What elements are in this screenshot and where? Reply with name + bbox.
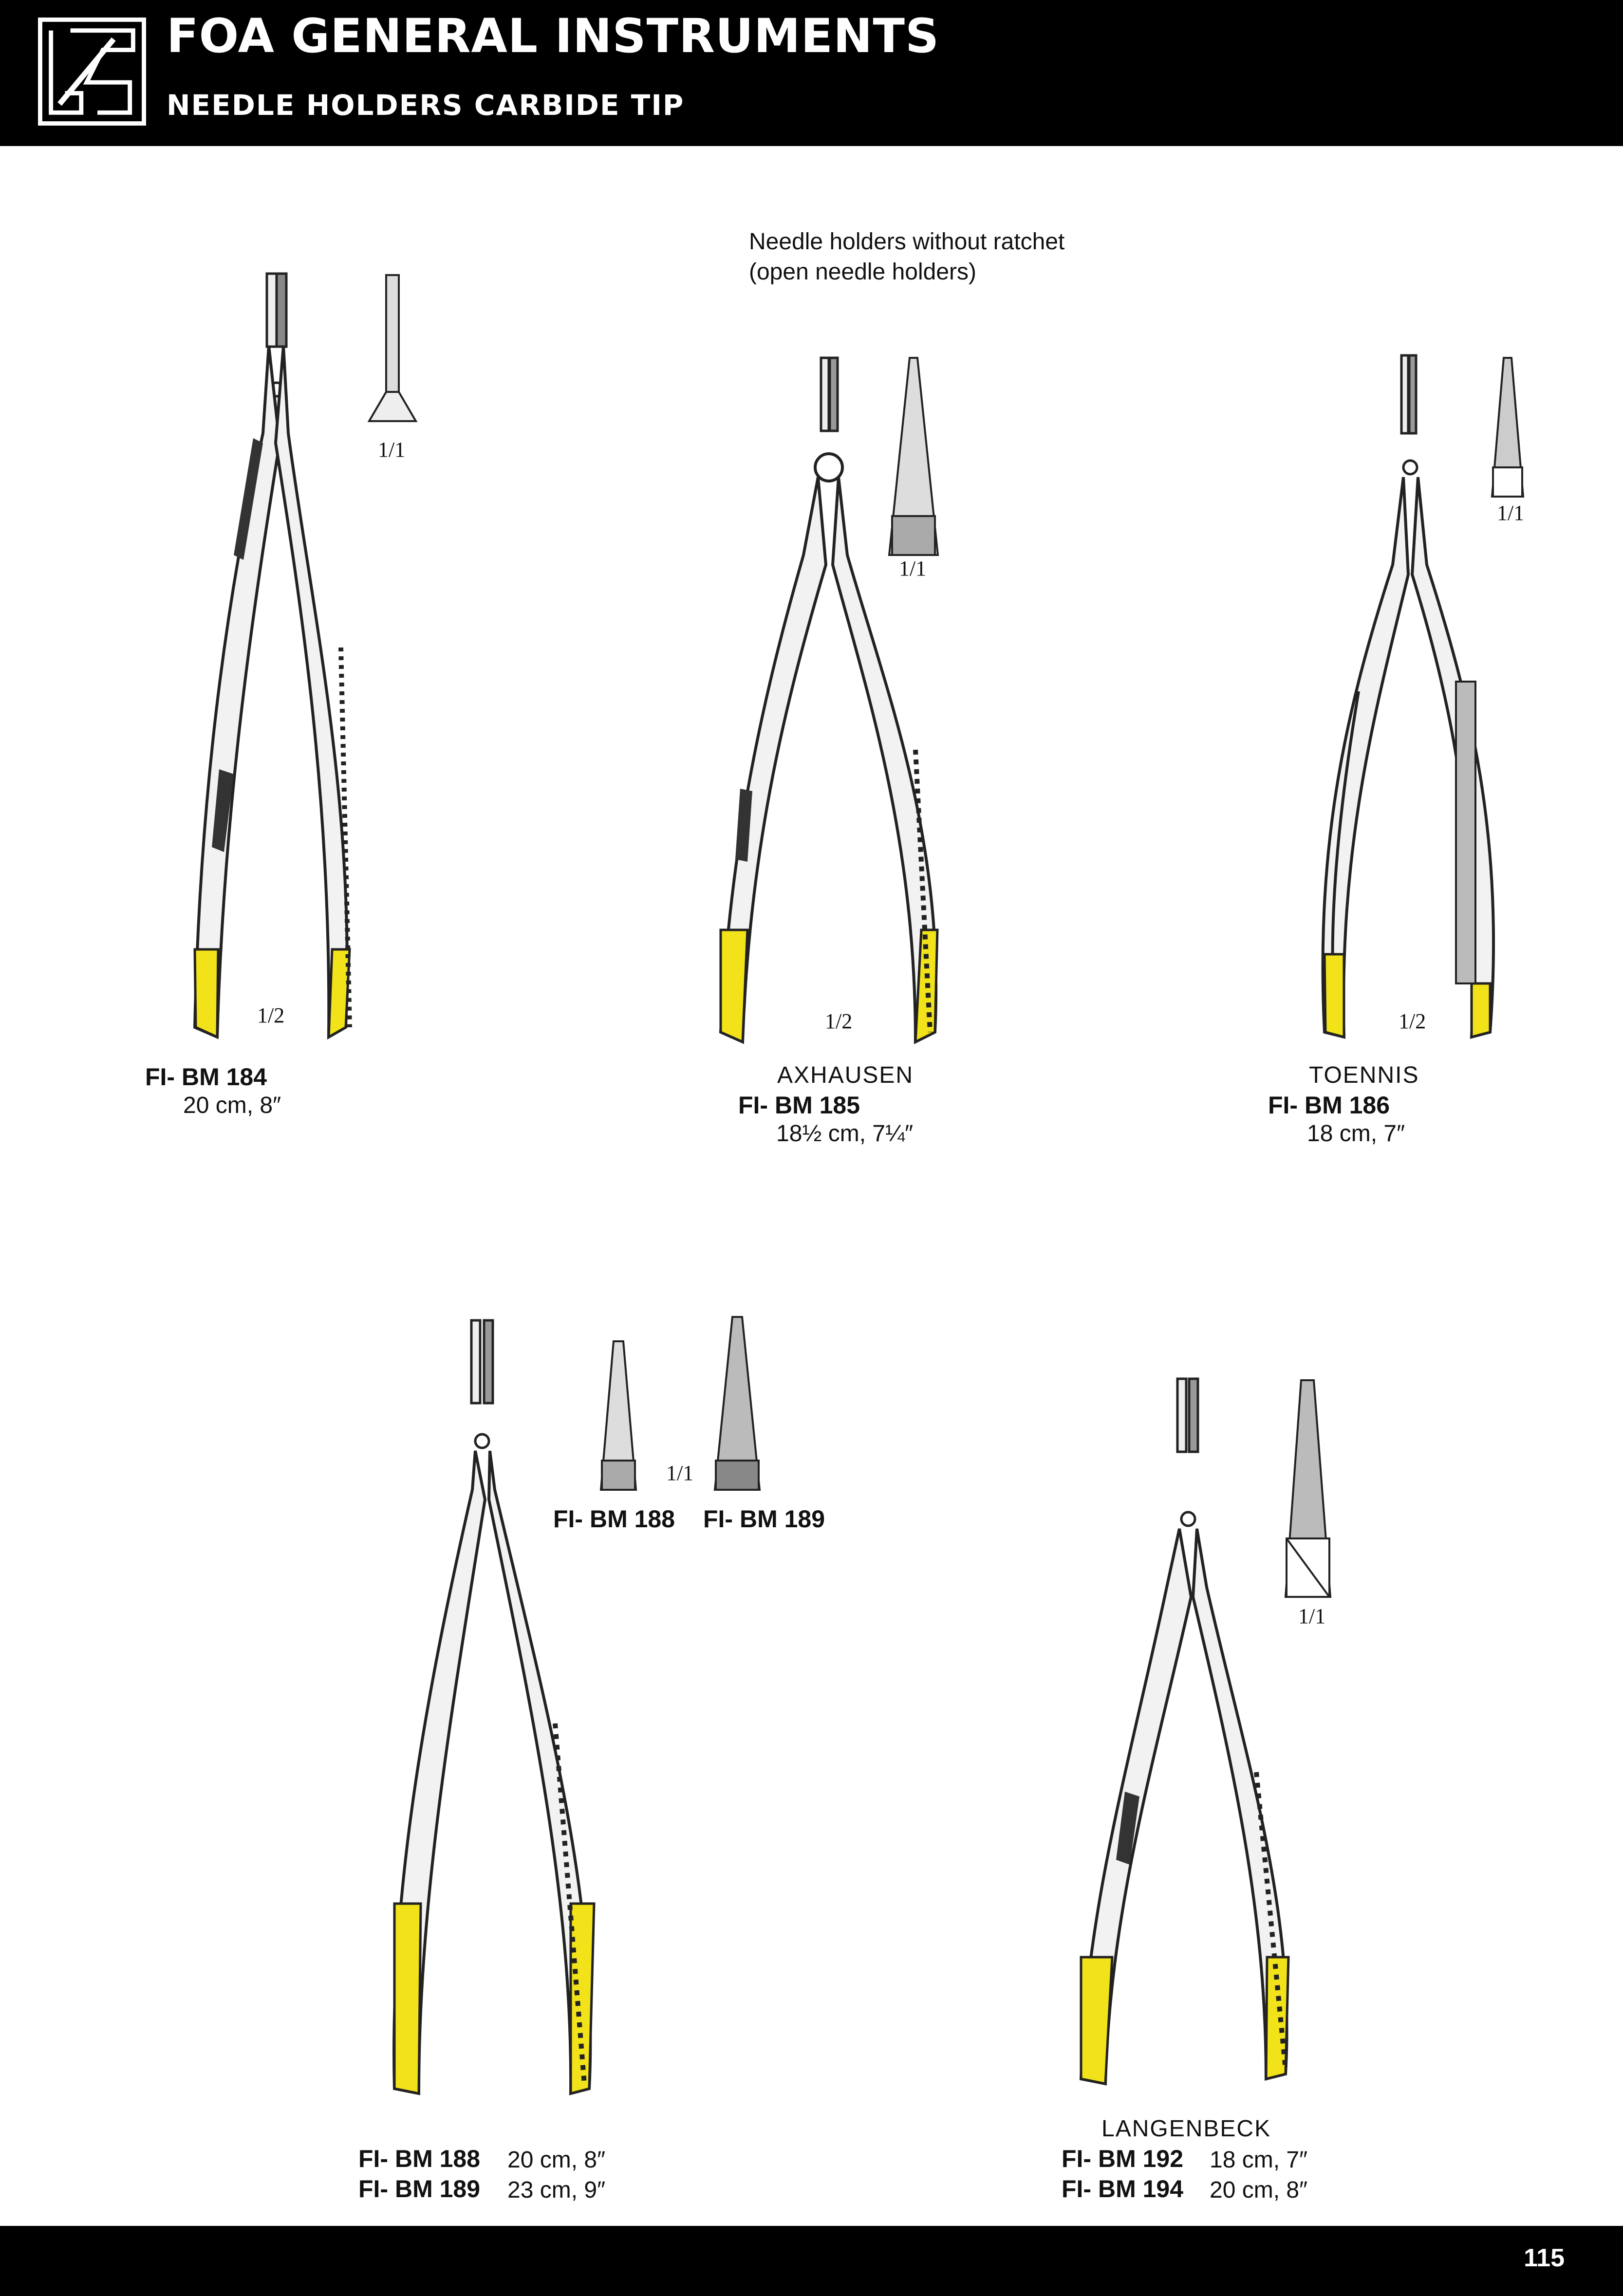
jaw-detail-illustration <box>884 355 943 560</box>
product-code: FI- BM 192 <box>1062 2145 1184 2172</box>
product-size: 18½ cm, 7¼″ <box>776 1121 914 1147</box>
jaw-detail-illustration <box>713 1315 762 1495</box>
needle-holder-illustration <box>380 1315 614 2103</box>
tip-code-label-b: FI- BM 189 <box>703 1505 825 1533</box>
needle-holder-illustration <box>1071 1373 1315 2093</box>
product-size-2: 23 cm, 9″ <box>507 2177 606 2203</box>
note-line-2: (open needle holders) <box>749 259 976 285</box>
jaw-detail-illustration <box>365 273 419 433</box>
product-size: 20 cm, 8″ <box>183 1092 281 1118</box>
brand-title: FOA GENERAL INSTRUMENTS <box>167 9 940 63</box>
needle-holder-illustration <box>1295 351 1519 1052</box>
note-line-1: Needle holders without ratchet <box>749 229 1065 255</box>
product-size: 18 cm, 7″ <box>1307 1121 1405 1147</box>
product-code-2: FI- BM 194 <box>1062 2175 1184 2203</box>
product-code: FI- BM 186 <box>1268 1092 1390 1119</box>
product-code-2: FI- BM 189 <box>358 2175 481 2203</box>
product-code: FI- BM 184 <box>145 1063 267 1091</box>
tip-scale-label: 1/1 <box>1497 501 1525 525</box>
jaw-detail-illustration <box>1488 355 1527 501</box>
page-subtitle: NEEDLE HOLDERS CARBIDE TIP <box>167 89 685 122</box>
product-name: AXHAUSEN <box>777 1062 914 1088</box>
header-bar <box>0 0 1623 146</box>
fs-monogram-logo-icon <box>38 18 146 126</box>
product-name: TOENNIS <box>1309 1062 1419 1088</box>
tip-scale-label: 1/1 <box>378 438 406 462</box>
jaw-detail-illustration <box>1284 1378 1332 1602</box>
tip-code-label-a: FI- BM 188 <box>553 1505 675 1533</box>
handle-scale-label: 1/2 <box>825 1009 853 1033</box>
product-size: 20 cm, 8″ <box>507 2147 606 2173</box>
product-code: FI- BM 188 <box>358 2145 481 2172</box>
product-size: 18 cm, 7″ <box>1210 2147 1308 2173</box>
product-size-2: 20 cm, 8″ <box>1210 2177 1308 2203</box>
tip-scale-label: 1/1 <box>1298 1604 1326 1628</box>
tip-scale-label: 1/1 <box>666 1461 694 1485</box>
jaw-detail-illustration <box>599 1339 638 1495</box>
tip-scale-label: 1/1 <box>899 556 927 580</box>
footer-bar <box>0 2226 1623 2296</box>
handle-scale-label: 1/2 <box>257 1003 285 1027</box>
product-name: LANGENBECK <box>1101 2116 1271 2142</box>
page-number: 115 <box>1524 2244 1565 2272</box>
handle-scale-label: 1/2 <box>1399 1009 1426 1033</box>
product-code: FI- BM 185 <box>738 1092 860 1119</box>
